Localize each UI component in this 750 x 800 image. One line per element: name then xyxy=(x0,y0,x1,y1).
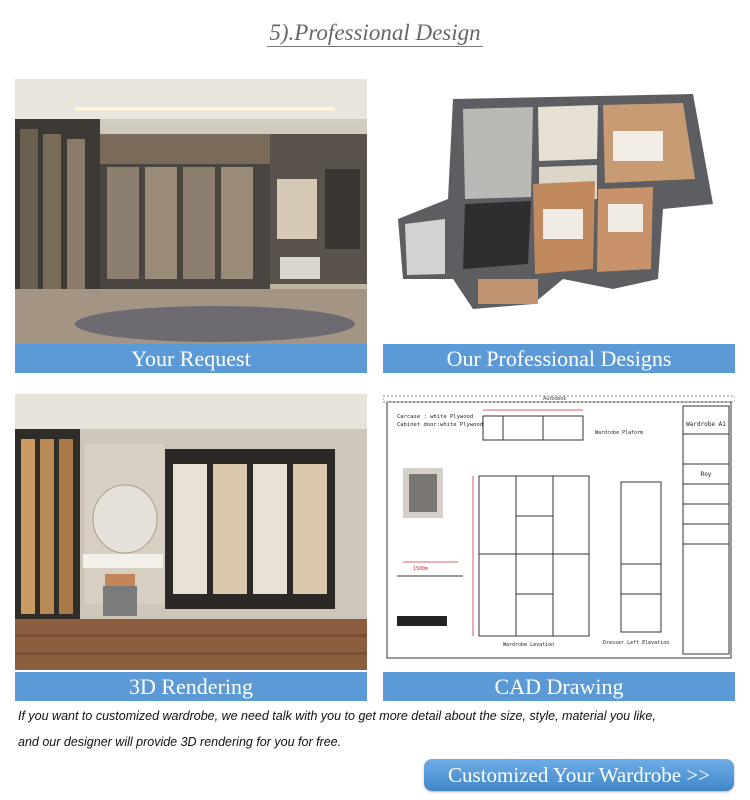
floor-plan-3d-image xyxy=(383,79,735,344)
card-label: 3D Rendering xyxy=(15,672,367,701)
cad-brand-watermark: Autodesk xyxy=(543,396,567,402)
description-line-1: If you want to customized wardrobe, we need talk with you to get more detail about the size, style, material you like, xyxy=(18,709,656,723)
cad-material-2: Cabinet door:white Plywood xyxy=(397,422,484,428)
card-label: Our Professional Designs xyxy=(383,344,735,373)
section-title-wrap xyxy=(0,20,750,46)
cad-plan-label: Wardrobe Plaform xyxy=(595,430,644,436)
cad-material-1: Carcase : white Plywood xyxy=(397,414,474,420)
description-line-2: and our designer will provide 3D rendering for you for free. xyxy=(18,735,342,749)
card-label: Your Request xyxy=(15,344,367,373)
cad-elevation-label: Wardrobe Levation xyxy=(503,642,555,648)
3d-rendering-image xyxy=(15,394,367,670)
cad-dimension: 1500m xyxy=(413,566,429,572)
section-title: 5).Professional Design xyxy=(269,20,481,45)
cad-designer-name: Roy xyxy=(700,471,712,478)
cad-drawing-image xyxy=(383,394,735,670)
walk-in-closet-photo xyxy=(15,79,367,344)
cad-side-elevation-label: Dresser Left Elevation xyxy=(603,640,670,646)
customize-wardrobe-button[interactable]: Customized Your Wardrobe >> xyxy=(424,759,734,791)
card-label: CAD Drawing xyxy=(383,672,735,701)
cad-title-block: Wardrobe A1 xyxy=(686,421,726,428)
